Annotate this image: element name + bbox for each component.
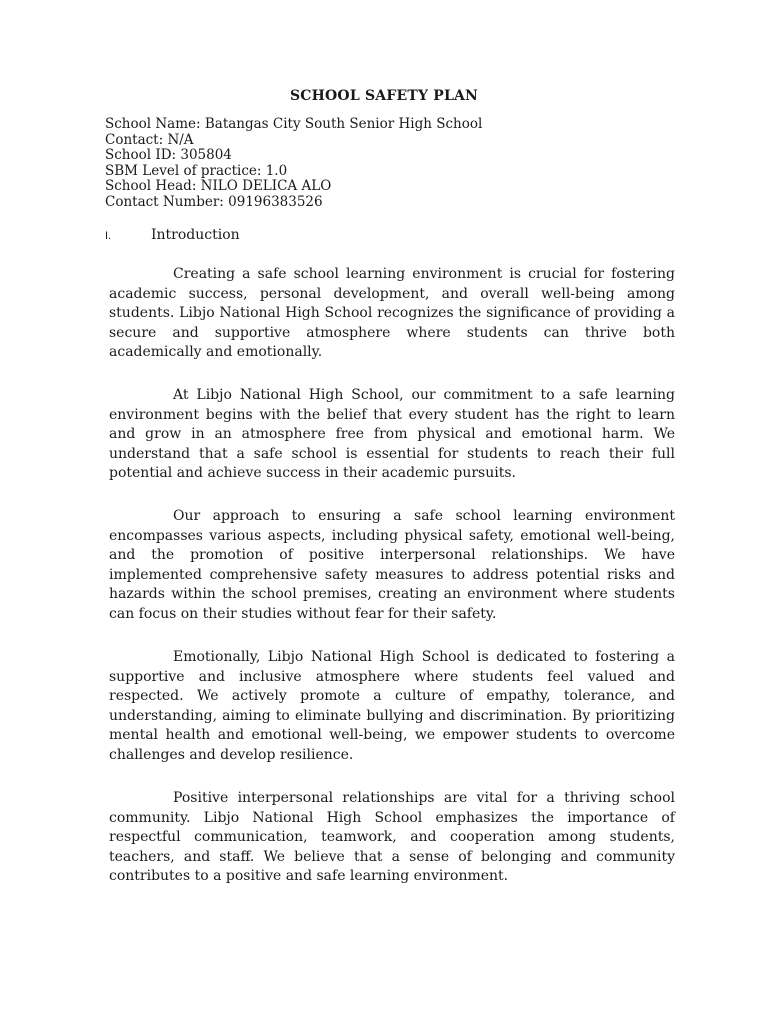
school-name-line: School Name: Batangas City South Senior High School — [105, 116, 483, 132]
paragraph-2: At Libjo National High School, our commitment to a safe learning environment begins with the belief that every student has the right to learn and grow in an atmosphere free from physical and emotional harm. We understand that a safe school is essential for students to reach their full potential and achieve success in their academic pursuits. — [109, 387, 675, 482]
paragraph-3: Our approach to ensuring a safe school learning environment encompasses various aspects, including physical safety, emotional well-being, and the promotion of positive interpersonal relationships. We have implemented comprehensive safety measures to address potential risks and hazards within the school premises, creating an environment where students can focus on their studies without fear for their safety. — [109, 508, 675, 622]
section-title: Introduction — [151, 227, 240, 243]
document-title: SCHOOL SAFETY PLAN — [289, 88, 479, 104]
paragraph-1: Creating a safe school learning environment is crucial for fostering academic success, personal development, and overall well-being among students. Libjo National High School recognizes the significance of providing a secure and supportive atmosphere where students can thrive both academically and emotionally. — [109, 266, 675, 361]
school-info-block — [105, 117, 482, 211]
section-heading — [105, 227, 240, 243]
contact-number-line: Contact Number: 09196383526 — [105, 193, 323, 210]
school-head-line: School Head: NILO DELICA ALO — [105, 178, 332, 195]
sbm-level-line: SBM Level of practice: 1.0 — [105, 162, 288, 179]
school-id-line: School ID: 305804 — [105, 147, 232, 164]
paragraph-5: Positive interpersonal relationships are vital for a thriving school community. Libjo National High School emphasizes the importance of respectful communication, teamwork, and cooperation among students, teachers, and staff. We believe that a sense of belonging and community contributes to a positive and safe learning environment. — [109, 790, 675, 885]
paragraph-4: Emotionally, Libjo National High School is dedicated to fostering a supportive and inclusive atmosphere where students feel valued and respected. We actively promote a culture of empathy, tolerance, and understanding, aiming to eliminate bullying and discrimination. By prioritizing mental health and emotional well-being, we empower students to overcome challenges and develop resilience. — [109, 649, 675, 763]
section-number: I. — [105, 230, 112, 242]
contact-line: Contact: N/A — [105, 131, 194, 148]
